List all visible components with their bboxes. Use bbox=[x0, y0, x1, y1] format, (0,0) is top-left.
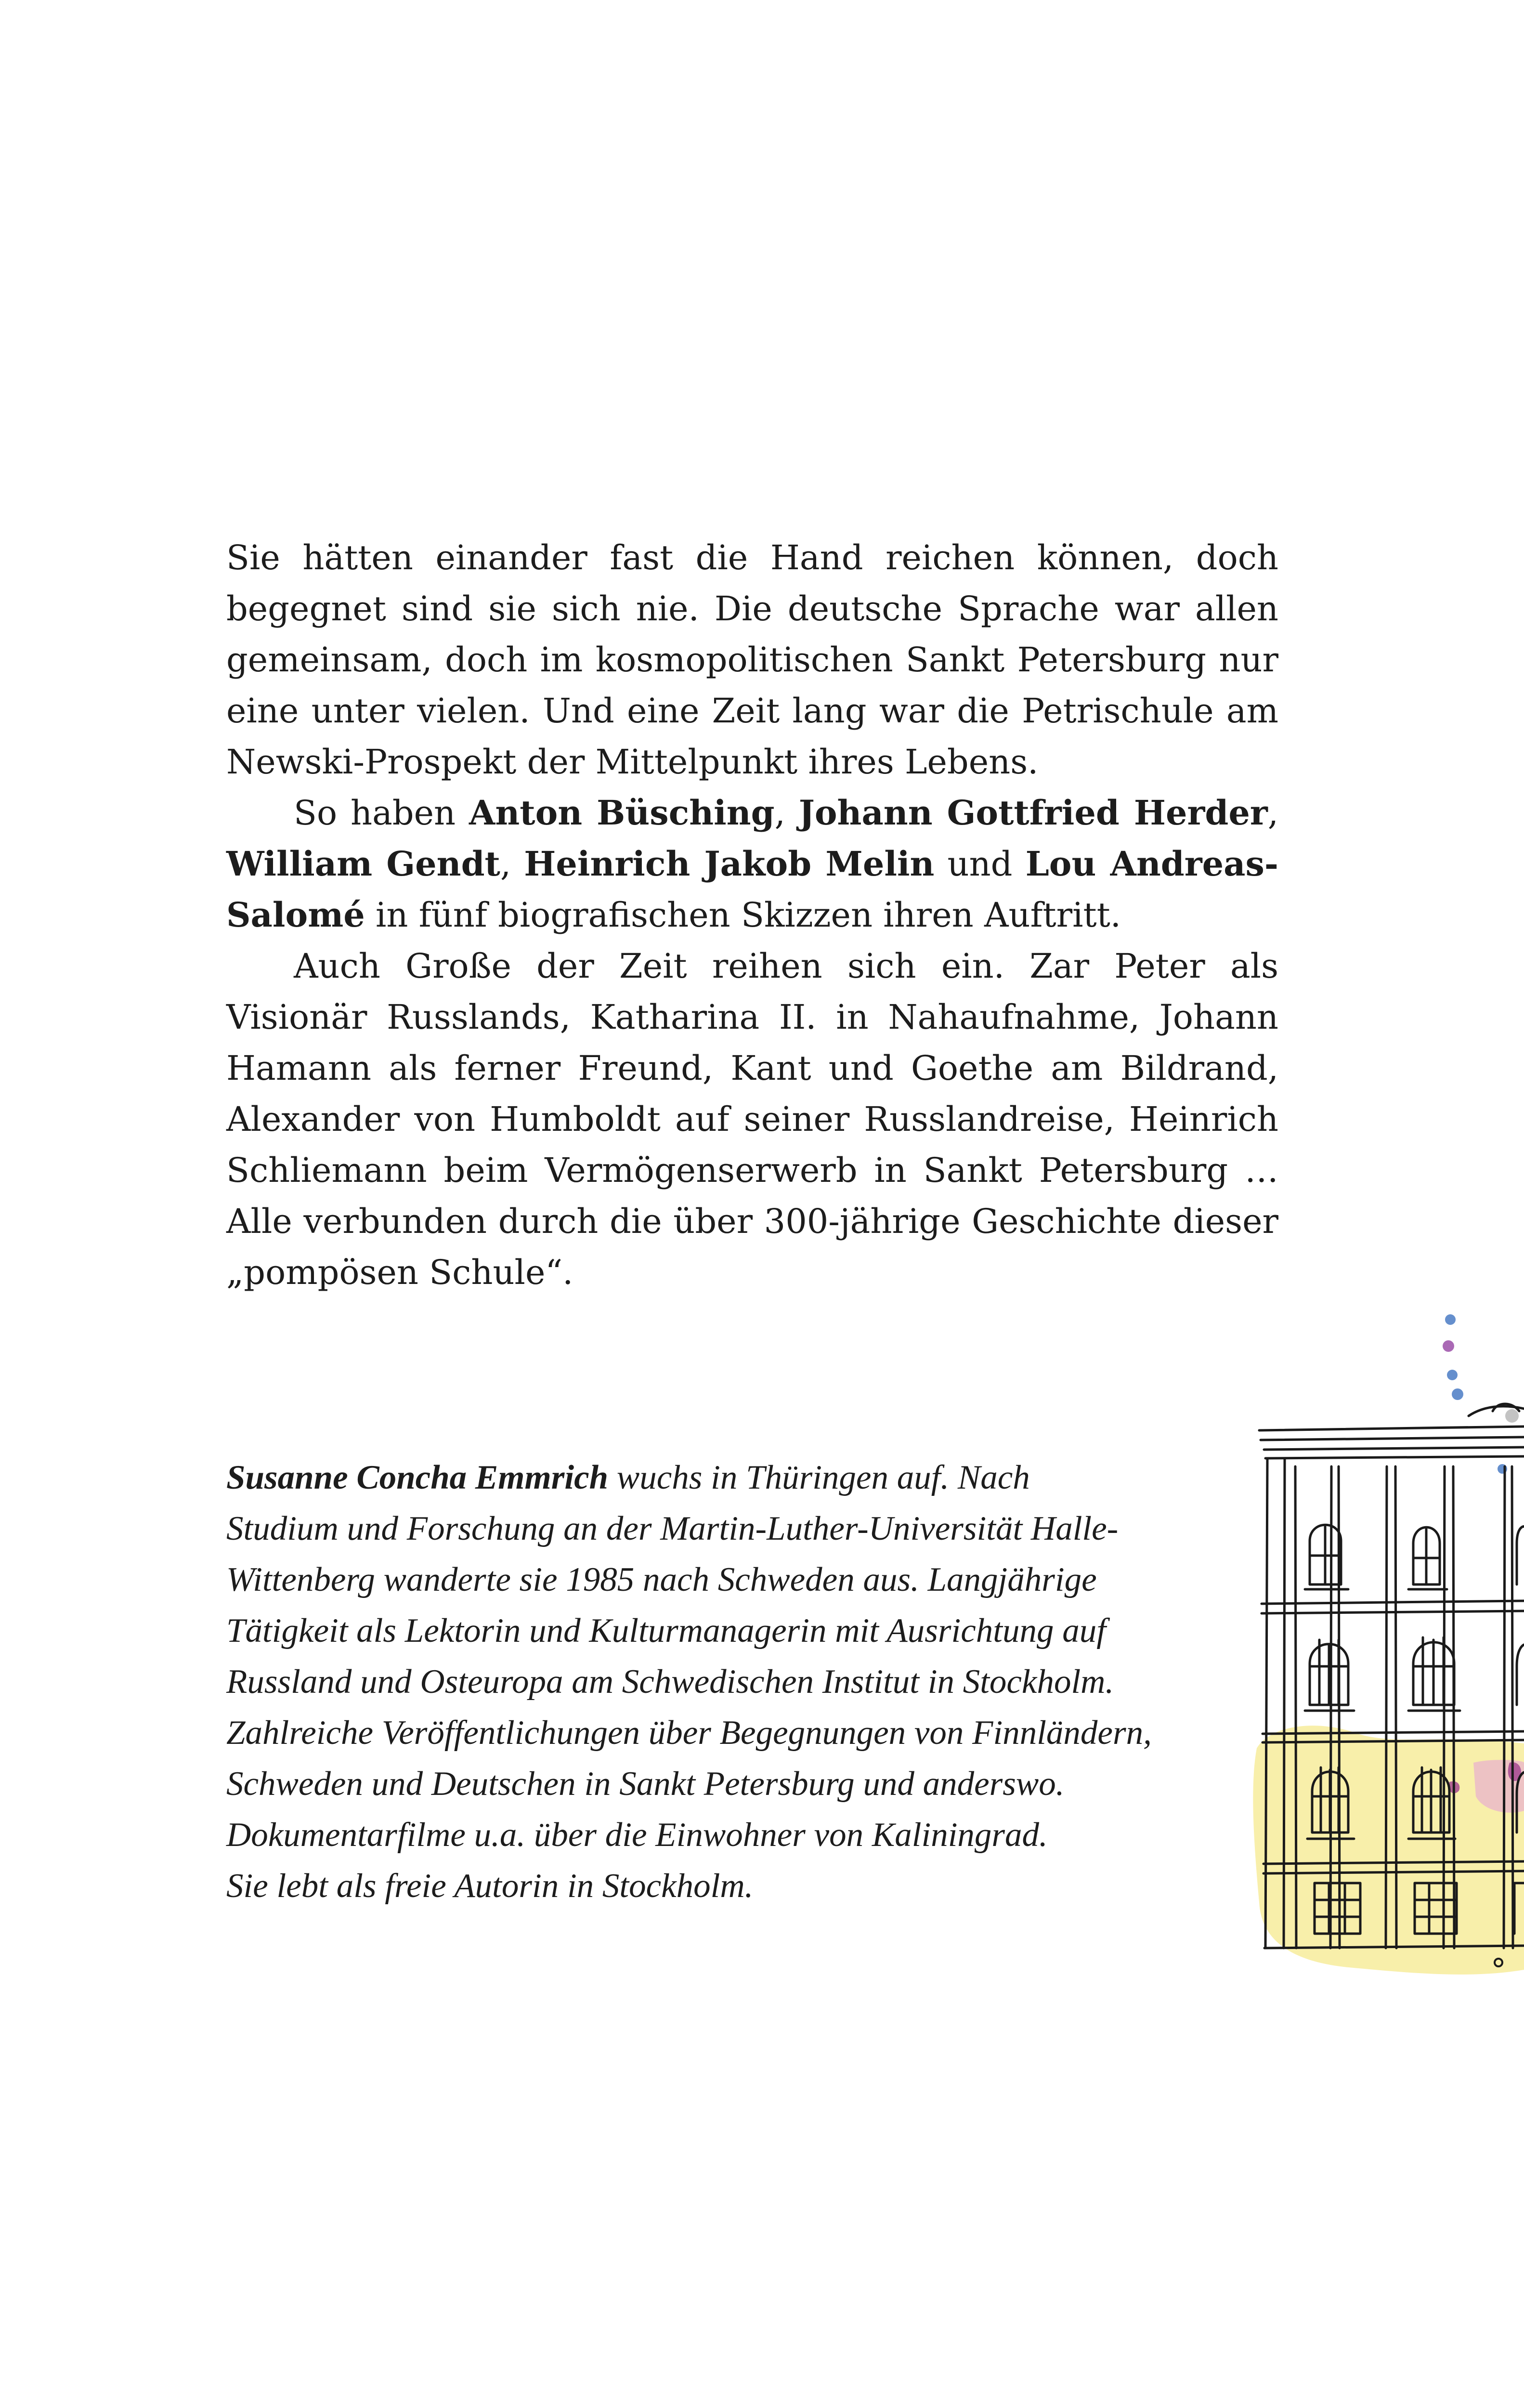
blurb-text: , bbox=[1267, 793, 1279, 833]
bio-line: Sie lebt als freie Autorin in Stockholm. bbox=[226, 1867, 754, 1905]
bio-line: Tätigkeit als Lektorin und Kulturmanagerin mit Ausrichtung auf bbox=[226, 1612, 1106, 1649]
paint-dot bbox=[1452, 1388, 1463, 1400]
paint-dot bbox=[1443, 1340, 1454, 1352]
back-cover-blurb bbox=[226, 532, 1278, 1298]
blurb-paragraph-1: Sie hätten einander fast die Hand reichen können, doch begegnet sind sie sich nie. Die deutsche Sprache war allen gemeinsam, doch im kosmopolitischen Sankt Petersburg nur eine unter vielen. Und eine Zeit lang war die Petrischule am Newski-Prospekt der Mittelpunkt ihres Lebens. bbox=[226, 538, 1278, 782]
author-name: Susanne Concha Emmrich bbox=[226, 1459, 609, 1496]
person-name: Johann Gottfried Herder bbox=[798, 793, 1268, 833]
blurb-text: und bbox=[934, 844, 1026, 884]
building-illustration bbox=[1242, 1300, 1524, 1984]
person-name: William Gendt bbox=[226, 844, 500, 884]
paint-dot bbox=[1445, 1314, 1456, 1325]
bio-line: Studium und Forschung an der Martin-Luther-Universität Halle- bbox=[226, 1510, 1119, 1547]
person-name: Anton Büsching bbox=[469, 793, 775, 833]
bio-line: Wittenberg wanderte sie 1985 nach Schweden aus. Langjährige bbox=[226, 1561, 1097, 1598]
bio-line: Schweden und Deutschen in Sankt Petersburg und anderswo. bbox=[226, 1765, 1065, 1803]
bio-line bbox=[226, 1452, 1247, 1503]
paint-dot bbox=[1447, 1370, 1458, 1380]
author-bio bbox=[226, 1452, 1247, 1911]
blurb-paragraph-2 bbox=[226, 787, 1278, 941]
building-sketch-svg bbox=[1242, 1300, 1524, 1984]
bio-text: wuchs in Thüringen auf. Nach bbox=[608, 1459, 1030, 1496]
person-name: Heinrich Jakob Melin bbox=[524, 844, 935, 884]
blurb-text: , bbox=[774, 793, 799, 833]
blurb-text: , bbox=[500, 844, 524, 884]
bio-line: Dokumentarfilme u.a. über die Einwohner von Kaliningrad. bbox=[226, 1816, 1048, 1854]
bio-line: Zahlreiche Veröffentlichungen über Begegnungen von Finnländern, bbox=[226, 1714, 1152, 1752]
person-name: Lou Andreas-Salomé bbox=[226, 844, 1278, 935]
blurb-text: So haben bbox=[294, 793, 469, 833]
bio-line: Russland und Osteuropa am Schwedischen Institut in Stockholm. bbox=[226, 1663, 1114, 1701]
paint-dot bbox=[1505, 1409, 1519, 1423]
blurb-text: in fünf biografischen Skizzen ihren Auftritt. bbox=[365, 895, 1121, 935]
blurb-paragraph-3: Auch Große der Zeit reihen sich ein. Zar Peter als Visionär Russlands, Katharina II. in Nahaufnahme, Johann Hamann als ferner Freund, Kant und Goethe am Bildrand, Alexander von Humboldt auf seiner Russlandreise, Heinrich Schliemann beim Vermögenserwerb in Sankt Petersburg … Alle verbunden durch die über 300-jährige Geschichte dieser „pompösen Schule“. bbox=[226, 946, 1278, 1292]
